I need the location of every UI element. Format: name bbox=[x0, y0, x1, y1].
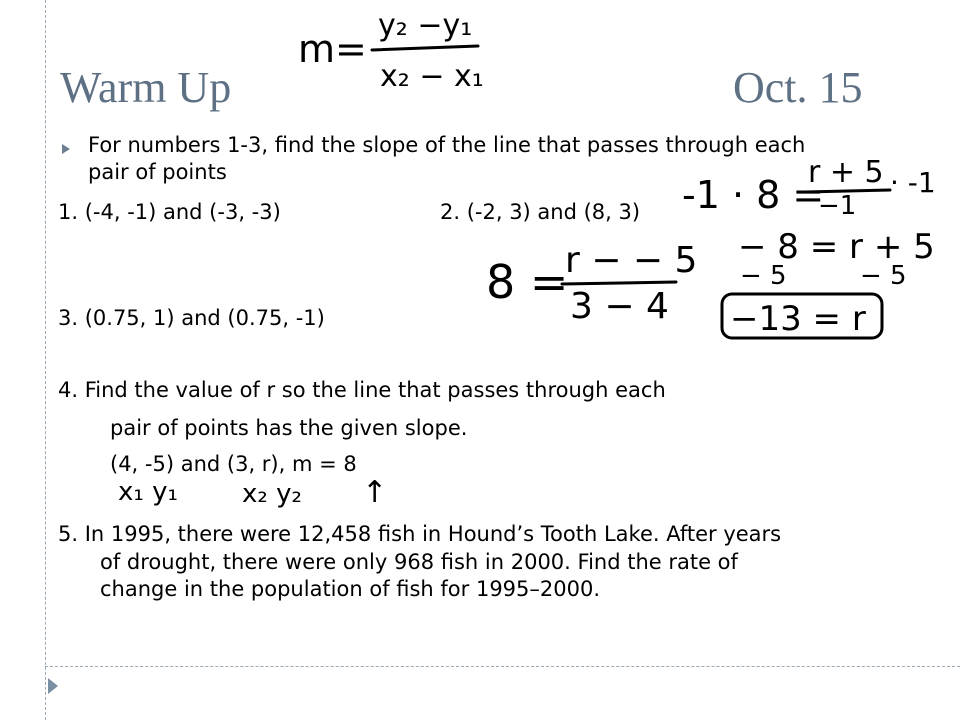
problem-4-line-1: 4. Find the value of r so the line that passes through each bbox=[58, 378, 666, 402]
formula-fraction-bar bbox=[372, 46, 478, 50]
equation-1-numerator: r − − 5 bbox=[565, 240, 698, 281]
bullet-arrow-icon bbox=[62, 144, 70, 154]
equation-1-lhs: 8 = bbox=[486, 255, 569, 309]
intro-line-1: For numbers 1-3, find the slope of the line that passes through each bbox=[88, 133, 806, 157]
answer-text: −13 = r bbox=[730, 299, 866, 339]
frame-vertical-line bbox=[45, 0, 46, 720]
equation-1-fraction-bar bbox=[562, 282, 676, 284]
multiply-fraction-bar bbox=[805, 190, 890, 192]
label-x2-y2: x₂ y₂ bbox=[242, 479, 302, 509]
multiply-lhs: -1 · 8 = bbox=[682, 173, 825, 217]
problem-5-line-2: of drought, there were only 968 fish in 2000. Find the rate of bbox=[100, 550, 738, 574]
multiply-numerator: r + 5 bbox=[808, 155, 884, 190]
step-minus-right: − 5 bbox=[860, 261, 907, 291]
label-x1-y1: x₁ y₁ bbox=[118, 477, 178, 507]
step-line-1: − 8 = r + 5 bbox=[738, 227, 935, 267]
problem-4-line-2: pair of points has the given slope. bbox=[110, 416, 468, 440]
answer-box bbox=[722, 294, 882, 338]
multiply-right: · -1 bbox=[890, 166, 936, 199]
corner-arrow-icon bbox=[48, 678, 58, 694]
step-minus-left: − 5 bbox=[740, 261, 787, 291]
label-arrow-up: ↑ bbox=[362, 475, 388, 510]
formula-lhs: m= bbox=[298, 27, 367, 71]
frame-horizontal-line bbox=[45, 666, 960, 667]
problem-4-line-3: (4, -5) and (3, r), m = 8 bbox=[110, 452, 357, 476]
problem-5-line-3: change in the population of fish for 1995–2000. bbox=[100, 577, 601, 601]
formula-denominator: x₂ − x₁ bbox=[380, 59, 484, 94]
equation-1-denominator: 3 − 4 bbox=[570, 286, 669, 327]
problem-1: 1. (-4, -1) and (-3, -3) bbox=[58, 200, 281, 224]
problem-2: 2. (-2, 3) and (8, 3) bbox=[440, 200, 641, 224]
multiply-denominator: −1 bbox=[818, 191, 857, 221]
intro-line-2: pair of points bbox=[88, 160, 227, 184]
problem-3: 3. (0.75, 1) and (0.75, -1) bbox=[58, 306, 325, 330]
slide-title: Warm Up bbox=[60, 63, 232, 112]
formula-numerator: y₂ −y₁ bbox=[378, 8, 473, 43]
problem-5-line-1: 5. In 1995, there were 12,458 fish in Hound’s Tooth Lake. After years bbox=[58, 522, 782, 546]
slide-date: Oct. 15 bbox=[733, 63, 863, 112]
